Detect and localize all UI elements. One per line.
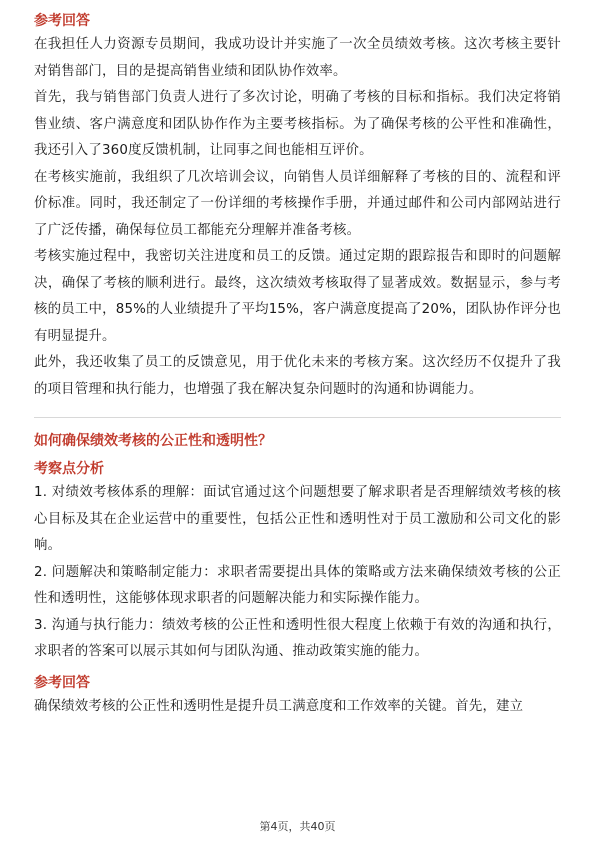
answer-paragraph-4: 考核实施过程中，我密切关注进度和员工的反馈。通过定期的跟踪报告和即时的问题解决，确保了考核的顺利进行。最终，这次绩效考核取得了显著成效。数据显示，参与考核的员工中，85%的人业绩提升了平均15%，客户满意度提高了20%，团队协作评分也有明显提升。 [34, 249, 561, 344]
page-content [34, 10, 561, 720]
answer-paragraph-2: 首先，我与销售部门负责人进行了多次讨论，明确了考核的目标和指标。我们决定将销售业绩、客户满意度和团队协作作为主要考核指标。为了确保考核的公平性和准确性，我还引入了360度反馈机制，让同事之间也能相互评价。 [34, 90, 561, 158]
reference-answer-heading-2: 参考回答 [34, 674, 90, 691]
analysis-heading: 考察点分析 [34, 461, 104, 477]
question-title: 如何确保绩效考核的公正性和透明性？ [34, 433, 272, 449]
answer-paragraph-1: 在我担任人力资源专员期间，我成功设计并实施了一次全员绩效考核。这次考核主要针对销售部门，目的是提高销售业绩和团队协作效率。 [34, 37, 561, 79]
analysis-point-2: 2. 问题解决和策略制定能力：求职者需要提出具体的策略或方法来确保绩效考核的公正性和透明性，这能够体现求职者的问题解决能力和实际操作能力。 [34, 564, 561, 606]
page-footer: 第4页，共40页 [259, 820, 336, 833]
section-divider [34, 417, 561, 418]
answer-paragraph-3: 在考核实施前，我组织了几次培训会议，向销售人员详细解释了考核的目的、流程和评价标准。同时，我还制定了一份详细的考核操作手册，并通过邮件和公司内部网站进行了广泛传播，确保每位员工都能充分理解并准备考核。 [34, 169, 561, 238]
answer-start-paragraph: 确保绩效考核的公正性和透明性是提升员工满意度和工作效率的关键。首先，建立 [34, 698, 524, 714]
analysis-point-3: 3. 沟通与执行能力：绩效考核的公正性和透明性很大程度上依赖于有效的沟通和执行，求职者的答案可以展示其如何与团队沟通、推动政策实施的能力。 [34, 617, 561, 659]
answer-paragraph-5: 此外，我还收集了员工的反馈意见，用于优化未来的考核方案。这次经历不仅提升了我的项目管理和执行能力，也增强了我在解决复杂问题时的沟通和协调能力。 [34, 355, 561, 397]
reference-answer-heading: 参考回答 [34, 13, 90, 29]
analysis-point-1: 1. 对绩效考核体系的理解：面试官通过这个问题想要了解求职者是否理解绩效考核的核心目标及其在企业运营中的重要性，包括公正性和透明性对于员工激励和公司文化的影响。 [34, 485, 561, 553]
